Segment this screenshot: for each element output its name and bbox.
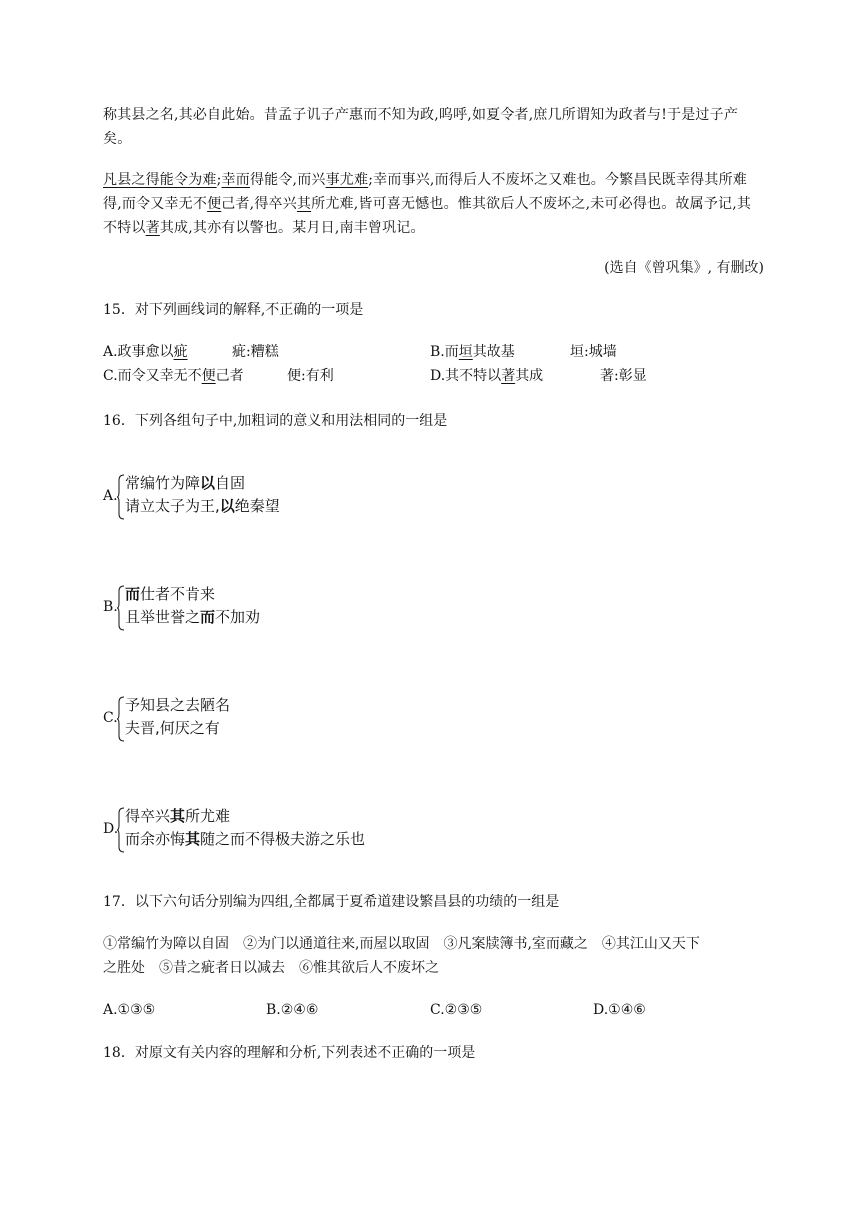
q17-statements-line-1: ①常编竹为障以自固 ②为门以通道往来,而屋以取固 ③凡案牍簿书,室而藏之 ④其江山又天下 <box>103 936 700 952</box>
q15-option-c-gloss: 便:有利 <box>287 368 334 384</box>
brace-icon <box>117 585 125 631</box>
q15-option-a-gloss: 疵:糟糕 <box>232 344 279 360</box>
source-citation: (选自《曾巩集》, 有删改) <box>604 260 764 276</box>
question-16-stem: 16．下列各组句子中,加粗词的意义和用法相同的一组是 <box>103 413 448 429</box>
q17-option-c[interactable]: C.②③⑤ <box>430 1002 483 1018</box>
q16-a-sentence-1: 常编竹为障以自固 <box>125 474 246 492</box>
q16-d-sentence-1: 得卒兴其所尤难 <box>125 807 231 825</box>
q16-option-b[interactable]: B. 而仕者不肯来 且举世誉之而不加劝 <box>103 583 503 639</box>
q16-c-sentence-1: 予知县之去陋名 <box>125 696 231 714</box>
q16-option-a[interactable]: A. 常编竹为障以自固 请立太子为王,以绝秦望 <box>103 472 503 528</box>
passage-paragraph-1: 称其县之名,其必自此始。昔孟子讥子产惠而不知为政,呜呼,如夏令者,庶几所谓知为政者与!于是过子产矣。 <box>103 107 739 147</box>
passage-paragraph-2: 凡县之得能令为难;幸而得能令,而兴事尤难;幸而事兴,而得后人不废坏之又难也。今繁昌民既幸得其所难得,而令又幸无不便己者,得卒兴其所尤难,皆可喜无憾也。惟其欲后人不废坏之,未可必得也。故属予记,其不特以著其成,其亦有以警也。某月日,南丰曾巩记。 <box>103 172 752 236</box>
brace-icon <box>117 696 125 742</box>
q17-option-a[interactable]: A.①③⑤ <box>103 1002 156 1018</box>
brace-icon <box>117 474 125 520</box>
q16-option-c[interactable]: C. 予知县之去陋名 夫晋,何厌之有 <box>103 694 503 750</box>
q15-option-b[interactable]: B.而垣其故基 <box>430 344 515 360</box>
question-17-stem: 17．以下六句话分别编为四组,全都属于夏希道建设繁昌县的功绩的一组是 <box>103 894 560 910</box>
q16-c-sentence-2: 夫晋,何厌之有 <box>125 719 220 737</box>
q16-d-sentence-2: 而余亦悔其随之而不得极夫游之乐也 <box>125 830 366 848</box>
underlined-word: 便 <box>207 196 222 212</box>
q16-b-sentence-1: 而仕者不肯来 <box>125 585 216 603</box>
q15-option-b-gloss: 垣:城墙 <box>570 344 617 360</box>
underlined-word: 著 <box>145 220 160 236</box>
brace-icon <box>117 807 125 853</box>
q16-option-d[interactable]: D. 得卒兴其所尤难 而余亦悔其随之而不得极夫游之乐也 <box>103 805 503 861</box>
q16-a-sentence-2: 请立太子为王,以绝秦望 <box>125 497 280 515</box>
question-15-stem: 15．对下列画线词的解释,不正确的一项是 <box>103 302 364 318</box>
underlined-phrase: 凡县之得能令为难 <box>103 172 217 188</box>
underlined-phrase: 事尤难 <box>325 172 369 188</box>
underlined-word: 其 <box>296 196 312 212</box>
q15-option-a[interactable]: A.政事愈以疵 <box>103 344 188 360</box>
q17-statements-line-2: 之胜处 ⑤昔之疵者日以减去 ⑥惟其欲后人不废坏之 <box>103 960 439 976</box>
q15-option-d-gloss: 著:彰显 <box>600 368 647 384</box>
underlined-phrase: 幸而 <box>221 172 250 188</box>
q15-option-d[interactable]: D.其不特以著其成 <box>430 368 544 384</box>
q16-b-sentence-2: 且举世誉之而不加劝 <box>125 608 261 626</box>
q17-option-b[interactable]: B.②④⑥ <box>266 1002 319 1018</box>
question-18-stem: 18．对原文有关内容的理解和分析,下列表述不正确的一项是 <box>103 1045 476 1061</box>
q15-option-c[interactable]: C.而令又幸无不便己者 <box>103 368 244 384</box>
q17-option-d[interactable]: D.①④⑥ <box>593 1002 646 1018</box>
